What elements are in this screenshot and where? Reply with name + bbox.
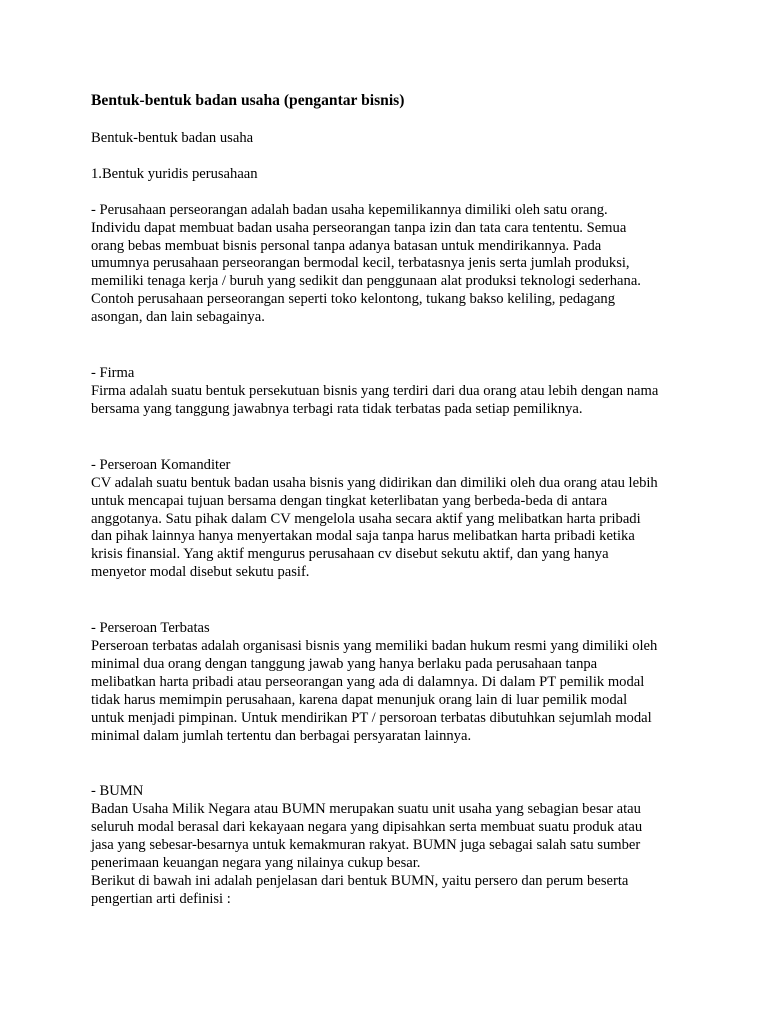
section-body: Firma adalah suatu bentuk persekutuan bisnis yang terdiri dari dua orang atau lebih dengan nama bersama yang tanggung jawabnya terbagi rata tidak terbatas pada setiap pemiliknya. [91,382,659,417]
section-heading-yuridis: 1.Bentuk yuridis perusahaan [91,165,258,182]
section-body: Perseroan terbatas adalah organisasi bisnis yang memiliki badan hukum resmi yang dimiliki oleh minimal dua orang dengan tanggung jawab yang hanya berlaku pada perusahaan tanpa melibatkan harta pribadi atau perseorangan yang ada di dalamnya. Di dalam PT pemilik modal tidak harus memimpin perusahaan, karena dapat menunjuk orang lain di luar pemilik modal untuk menjadi pimpinan. Untuk mendirikan PT / persoroan terbatas dibutuhkan sejumlah modal minimal dalam jumlah tertentu dan berbagai persyaratan lainnya. [91,638,658,744]
section-heading: - Perseroan Terbatas [91,620,210,637]
section-heading: - Perseroan Komanditer [91,456,231,473]
section-firma [91,365,691,419]
section-heading: - BUMN [91,783,144,800]
section-heading: - Firma [91,365,135,382]
paragraph-perseorangan: - Perusahaan perseorangan adalah badan usaha kepemilikannya dimiliki oleh satu orang. Individu dapat membuat badan usaha perseorangan tanpa izin dan tata cara tententu. Semua orang bebas membuat bisnis personal tanpa adanya batasan untuk mendirikannya. Pada umumnya perusahaan perseorangan bermodal kecil, terbatasnya jenis serta jumlah produksi, memiliki tenaga kerja / buruh yang sedikit dan penggunaan alat produksi teknologi sederhana. Contoh perusahaan perseorangan seperti toko kelontong, tukang bakso keliling, pedagang asongan, dan lain sebagainya. [91,201,641,326]
document-title: Bentuk-bentuk badan usaha (pengantar bisnis) [91,92,405,109]
section-body: CV adalah suatu bentuk badan usaha bisnis yang didirikan dan dimiliki oleh dua orang atau lebih untuk mencapai tujuan bersama dengan tingkat keterlibatan yang berbeda-beda di antara anggotanya. Satu pihak dalam CV mengelola usaha secara aktif yang melibatkan harta pribadi dan pihak lainnya hanya menyertakan modal saja tanpa harus melibatkan harta pribadi ketika krisis finansial. Yang aktif mengurus perusahaan cv disebut sekutu aktif, dan yang hanya menyetor modal disebut sekutu pasif. [91,474,658,581]
document-page [91,92,691,909]
section-perseroan-terbatas [91,620,691,745]
section-body: Badan Usaha Milik Negara atau BUMN merupakan suatu unit usaha yang sebagian besar atau seluruh modal berasal dari kekayaan negara yang dipisahkan serta membuat suatu produk atau jasa yang sebesar-besarnya untuk kemakmuran rakyat. BUMN juga sebagai salah satu sumber penerimaan keuangan negara yang nilainya cukup besar. Berikut di bawah ini adalah penjelasan dari bentuk BUMN, yaitu persero dan perum beserta pengertian arti definisi : [91,801,643,907]
document-subtitle: Bentuk-bentuk badan usaha [91,129,254,146]
section-bumn [91,783,691,908]
section-perseroan-komanditer [91,457,691,582]
